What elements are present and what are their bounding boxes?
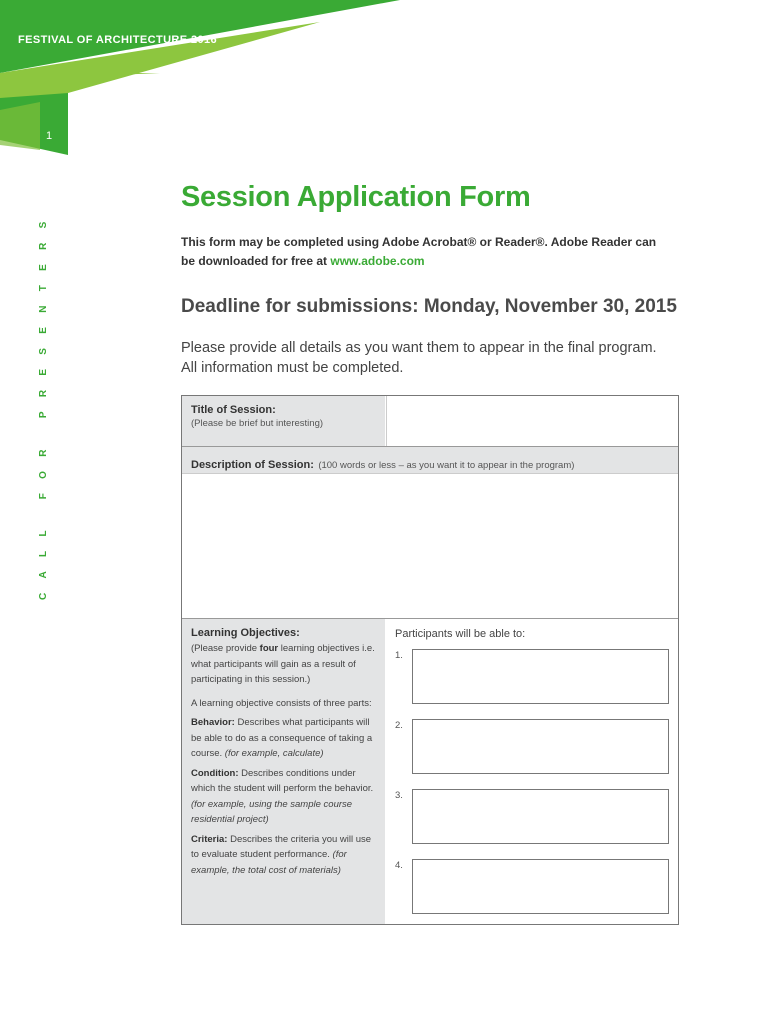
page-title: Session Application Form	[181, 181, 531, 213]
objectives-row	[182, 619, 678, 924]
criteria-example: (for example, the total cost of materials)	[191, 849, 347, 876]
objective-input-4[interactable]	[412, 859, 669, 914]
behavior-label: Behavior:	[191, 717, 235, 728]
description-label: Description of Session:	[191, 459, 314, 471]
condition-text: Describes conditions under which the student will perform the behavior.	[191, 767, 374, 794]
page-number: 1	[46, 130, 53, 142]
title-hint: (Please be brief but interesting)	[191, 418, 324, 429]
objective-number-4: 4.	[395, 860, 403, 871]
objectives-info	[182, 619, 385, 924]
adobe-link[interactable]: www.adobe.com	[330, 254, 425, 268]
objective-number-3: 3.	[395, 790, 403, 801]
condition-example: (for example, using the sample course residential project)	[191, 798, 353, 825]
criteria-label: Criteria:	[191, 833, 228, 845]
application-form	[181, 395, 679, 925]
call-for-presenters-label: CALL FOR PRESENTERS	[38, 207, 49, 600]
objectives-hint	[191, 641, 376, 878]
condition-label: Condition:	[191, 767, 239, 779]
title-input[interactable]	[386, 396, 679, 446]
title-label-cell	[182, 396, 385, 446]
objectives-label: Learning Objectives:	[191, 627, 300, 639]
objective-input-2[interactable]	[412, 719, 669, 774]
objectives-hint-bold: four	[259, 643, 279, 654]
header-graphic	[0, 0, 770, 160]
behavior-text: Describes what participants will be able to do as a consequence of taking a course.	[191, 717, 373, 759]
intro-line1: This form may be completed using Adobe Acrobat® or Reader®. Adobe Reader can	[181, 235, 657, 249]
objective-input-1[interactable]	[412, 649, 669, 704]
description-header	[182, 447, 678, 474]
instructions-line1: Please provide all details as you want them to appear in the final program.	[181, 340, 657, 356]
intro-line2-prefix: be downloaded for free at	[181, 254, 331, 268]
participants-label: Participants will be able to:	[395, 628, 526, 640]
parts-intro: A learning objective consists of three parts:	[191, 697, 372, 709]
objective-number-2: 2.	[395, 720, 403, 731]
criteria-text: Describes the criteria you will use to evaluate student performance.	[191, 833, 372, 860]
behavior-example: (for example, calculate)	[224, 748, 324, 759]
deadline-heading: Deadline for submissions: Monday, November 30, 2015	[181, 296, 677, 317]
description-input[interactable]	[182, 474, 678, 619]
title-label: Title of Session:	[191, 404, 276, 416]
title-row	[182, 396, 678, 447]
objective-input-3[interactable]	[412, 789, 669, 844]
instructions	[181, 338, 681, 378]
objectives-inputs	[386, 619, 678, 924]
description-hint: (100 words or less – as you want it to appear in the program)	[318, 460, 575, 471]
instructions-line2: All information must be completed.	[181, 360, 404, 376]
objective-number-1: 1.	[395, 650, 403, 661]
intro-text	[181, 233, 681, 271]
objectives-hint-post: learning objectives i.e. what participants will gain as a result of participating in this session.)	[191, 643, 375, 685]
objectives-hint-pre: (Please provide	[191, 643, 260, 654]
festival-title: FESTIVAL OF ARCHITECTURE 2016	[18, 34, 218, 46]
